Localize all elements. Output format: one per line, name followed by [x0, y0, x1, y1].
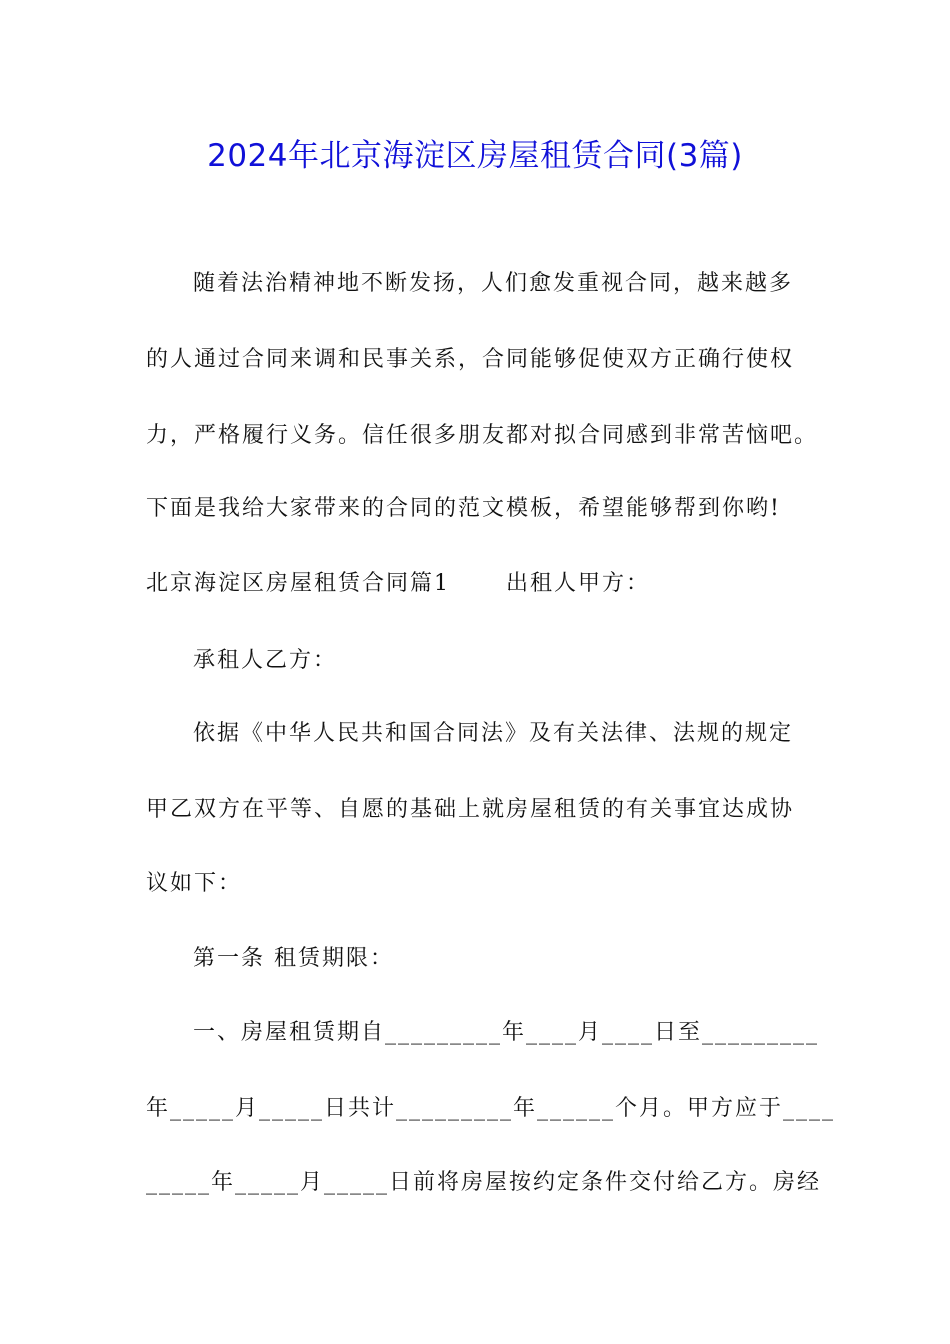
paragraph-line: 下面是我给大家带来的合同的范文模板，希望能够帮到你哟! [146, 496, 781, 521]
paragraph-line: 依据《中华人民共和国合同法》及有关法律、法规的规定 [193, 721, 794, 746]
paragraph-line: 议如下： [146, 871, 243, 896]
lessee-label: 承租人乙方： [193, 648, 338, 673]
paragraph-line: 随着法治精神地不断发扬，人们愈发重视合同，越来越多 [193, 271, 794, 296]
paragraph-line: 年_____月_____日共计_________年______个月。甲方应于____ [146, 1096, 836, 1121]
section-heading-line [146, 569, 816, 599]
article-heading: 第一条 租赁期限： [193, 946, 394, 971]
paragraph-line: _____年_____月_____日前将房屋按约定条件交付给乙方。房经 [146, 1170, 822, 1195]
paragraph-line: 一、房屋租赁期自_________年____月____日至_________ [193, 1020, 820, 1045]
document-title: 2024年北京海淀区房屋租赁合同(3篇) [207, 138, 743, 174]
lessor-label: 出租人甲方： [506, 571, 651, 596]
section-heading: 北京海淀区房屋租赁合同篇1 [146, 571, 450, 596]
paragraph-line: 的人通过合同来调和民事关系，合同能够促使双方正确行使权 [146, 347, 795, 372]
paragraph-line: 力，严格履行义务。信任很多朋友都对拟合同感到非常苦恼吧。 [146, 423, 819, 448]
paragraph-line: 甲乙双方在平等、自愿的基础上就房屋租赁的有关事宜达成协 [146, 797, 795, 822]
